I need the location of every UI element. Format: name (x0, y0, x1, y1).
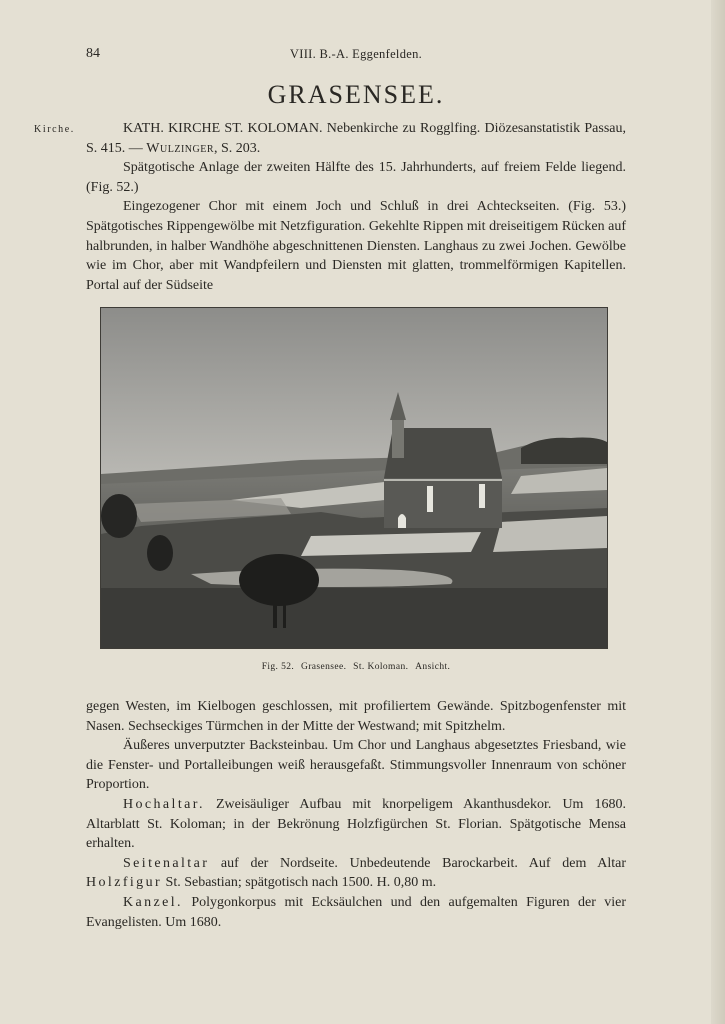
running-title: VIII. B.-A. Eggenfelden. (289, 47, 423, 61)
page-title: GRASENSEE. (267, 80, 445, 109)
margin-note: Kirche. (34, 124, 75, 135)
figure-caption (86, 662, 626, 672)
term-side-altar: Seitenaltar (123, 855, 210, 871)
page-edge (711, 0, 725, 1024)
page-number: 84 (86, 46, 100, 61)
paragraph-church-heading (86, 119, 626, 158)
author-reference: Wulzinger (146, 140, 215, 156)
caption-place: Grasensee. (300, 662, 347, 672)
paragraph-text: Nebenkirche zu Rogglfing. Diözesanstatistik Passau, S. 415. — (86, 121, 626, 156)
text-block-bottom (86, 697, 626, 932)
church-photograph (100, 307, 608, 649)
caption-subject: St. Koloman. (353, 662, 409, 672)
paragraph-pulpit (86, 893, 626, 932)
paragraph-architecture: Eingezogener Chor mit einem Joch und Schluß in drei Achteckseiten. (Fig. 53.) Spätgotisches Rippengewölbe mit Netzfiguration. Gekehlte Rippen mit dreiseitigem Rücken auf halbrunden, in halber Wandhöhe abgeschnittenen Diensten. Langhaus zu zwei Jochen. Gewölbe wie im Chor, aber mit Wandpfeilern und Diensten mit glatten, trommelförmigen Kapitellen. Portal auf der Südseite (86, 199, 626, 293)
paragraph-text: St. Sebastian; spätgotisch nach 1500. H. 0,80 m. (162, 875, 437, 891)
paragraph-exterior: Äußeres unverputzter Backsteinbau. Um Chor und Langhaus abgesetztes Friesband, wie die Fenster- und Portalleibungen weiß herausgefaßt. Stimmungsvoller Innenraum von schöner Proportion. (86, 738, 626, 793)
paragraph-text: Zweisäuliger Aufbau mit knorpeligem Akanthusdekor. Um 1680. Altarblatt St. Koloman; in der Bekrönung Holzfigürchen St. Florian. Spätgotische Mensa erhalten. (86, 796, 626, 852)
paragraph-high-altar (86, 795, 626, 854)
paragraph-text: Polygonkorpus mit Ecksäulchen und den aufgemalten Figuren der vier Evangelisten. Um 1680. (86, 894, 626, 930)
paragraph-portal: gegen Westen, im Kielbogen geschlossen, mit profiliertem Gewände. Spitzbogenfenster mit Nasen. Sechseckiges Türmchen in der Mitte der Westwand; mit Spitzhelm. (86, 699, 626, 734)
paragraph-origin: Spätgotische Anlage der zweiten Hälfte des 15. Jahrhunderts, auf freiem Felde liegend. (Fig. 52.) (86, 160, 626, 195)
caption-label: Fig. 52. (261, 662, 295, 672)
paragraph-text: auf der Nordseite. Unbedeutende Barockarbeit. Auf dem Altar (209, 855, 626, 871)
paragraph-text: , S. 203. (214, 140, 261, 156)
term-wood-figure: Holzfigur (86, 875, 163, 891)
caption-view: Ansicht. (415, 662, 451, 672)
term-pulpit: Kanzel. (123, 894, 183, 910)
term-high-altar: Hochaltar. (123, 796, 205, 812)
paragraph-side-altar (86, 854, 626, 893)
church-photo-illustration (101, 308, 607, 648)
text-block-top (86, 119, 626, 295)
running-header (86, 46, 626, 66)
church-name: KATH. KIRCHE ST. KOLOMAN. (123, 121, 323, 136)
